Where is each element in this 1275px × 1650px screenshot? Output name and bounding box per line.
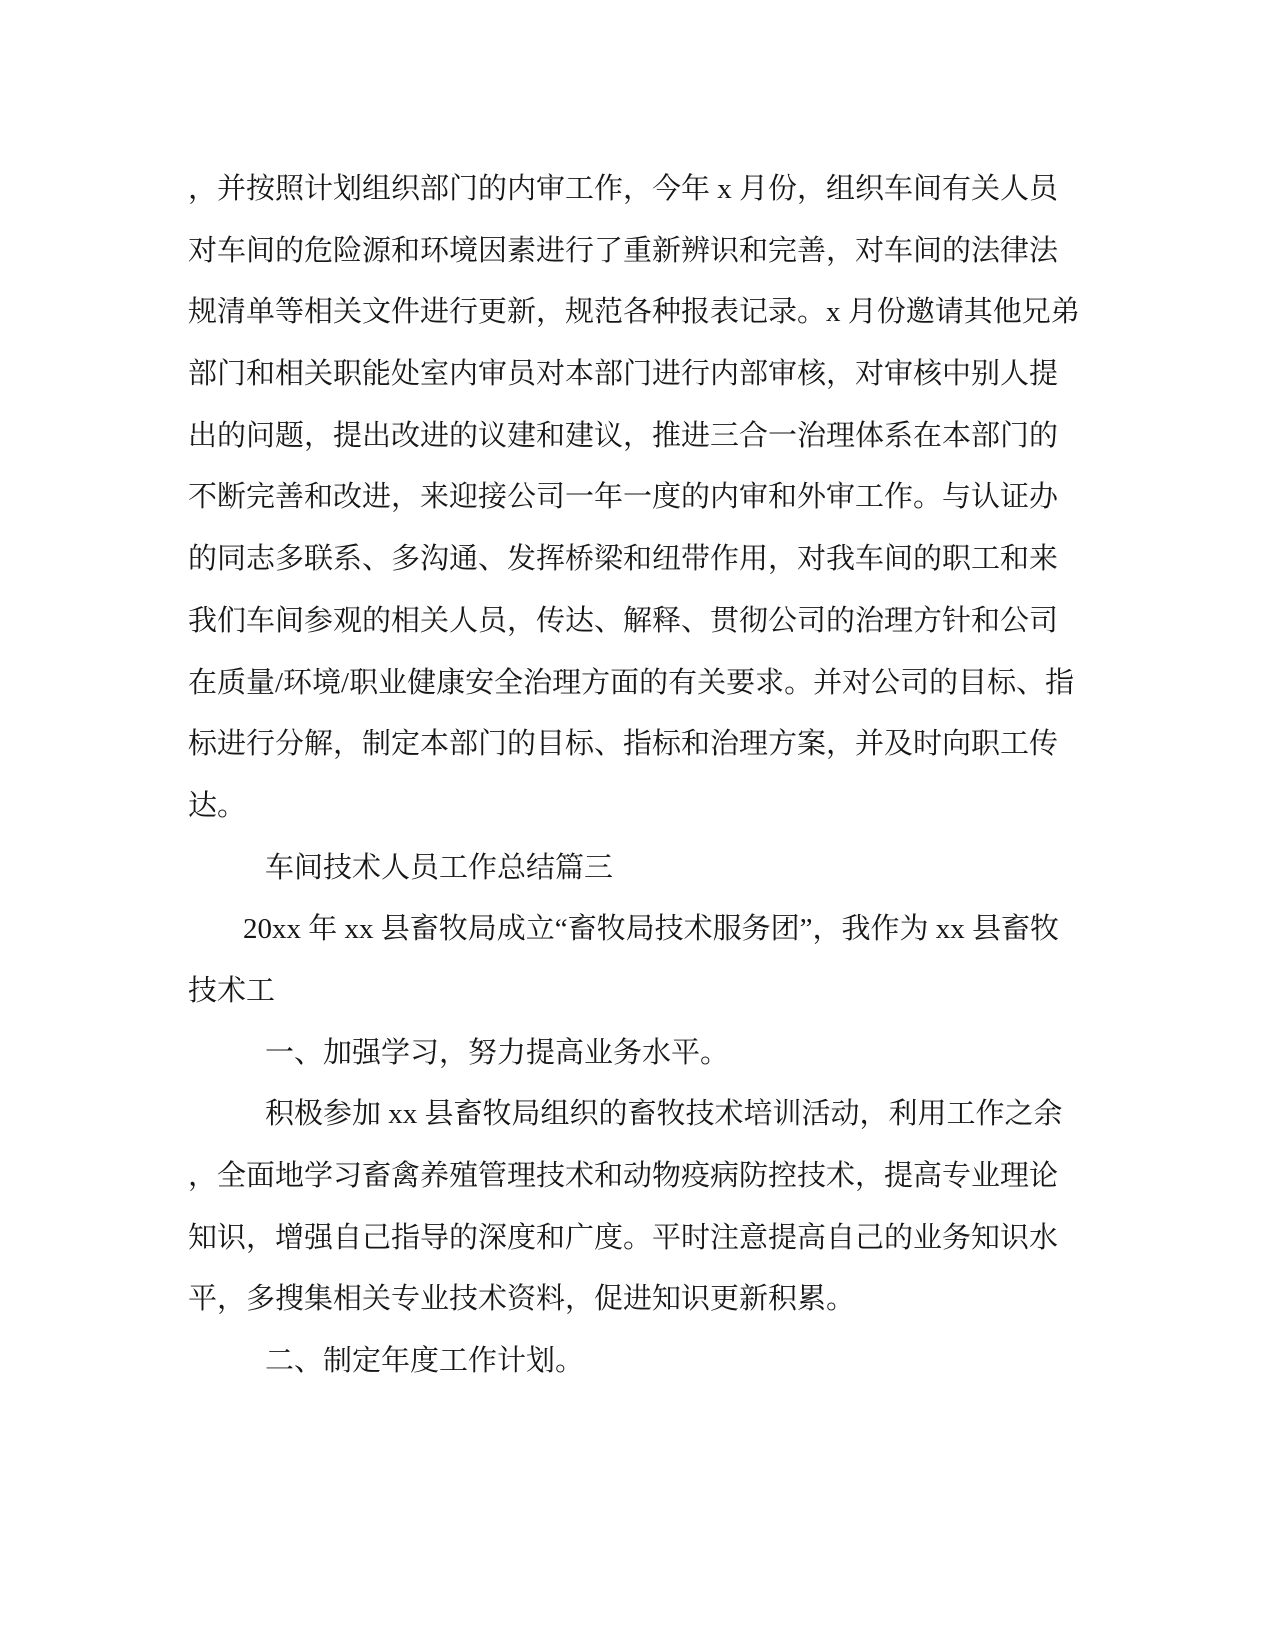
text-line-9: 在质量/环境/职业健康安全治理方面的有关要求。并对公司的目标、指 <box>188 666 1075 699</box>
text-line-8: 我们车间参观的相关人员，传达、解释、贯彻公司的治理方针和公司 <box>188 604 1059 637</box>
text-line-16: 积极参加 xx 县畜牧局组织的畜牧技术培训活动，利用工作之余 <box>265 1098 1063 1131</box>
text-line-19: 平，多搜集相关专业技术资料，促进知识更新积累。 <box>188 1283 856 1316</box>
text-line-2: 对车间的危险源和环境因素进行了重新辨识和完善，对车间的法律法 <box>188 234 1059 267</box>
text-line-10: 标进行分解，制定本部门的目标、指标和治理方案，并及时向职工传 <box>188 728 1059 761</box>
text-line-1: ，并按照计划组织部门的内审工作，今年 x 月份，组织车间有关人员 <box>188 173 1059 205</box>
document-page <box>188 159 1093 1393</box>
text-line-7: 的同志多联系、多沟通、发挥桥梁和纽带作用，对我车间的职工和来 <box>188 543 1059 576</box>
text-line-6: 不断完善和改进，来迎接公司一年一度的内审和外审工作。与认证办 <box>188 481 1059 514</box>
text-line-18: 知识，增强自己指导的深度和广度。平时注意提高自己的业务知识水 <box>188 1221 1059 1254</box>
text-line-5: 出的问题，提出改进的议建和建议，推进三合一治理体系在本部门的 <box>188 419 1059 452</box>
text-line-13: 20xx 年 xx 县畜牧局成立“畜牧局技术服务团”，我作为 xx 县畜牧 <box>243 913 1059 946</box>
text-line-14: 技术工 <box>188 974 276 1007</box>
list-item-heading-1: 一、加强学习，努力提高业务水平。 <box>265 1036 730 1069</box>
text-line-17: ，全面地学习畜禽养殖管理技术和动物疫病防控技术，提高专业理论 <box>188 1160 1059 1192</box>
list-item-heading-2: 二、制定年度工作计划。 <box>265 1345 585 1378</box>
text-line-3: 规清单等相关文件进行更新，规范各种报表记录。x 月份邀请其他兄弟 <box>188 296 1080 329</box>
text-line-4: 部门和相关职能处室内审员对本部门进行内部审核，对审核中别人提 <box>188 358 1059 391</box>
section-heading-part3: 车间技术人员工作总结篇三 <box>265 851 614 884</box>
text-line-11: 达。 <box>188 789 247 822</box>
